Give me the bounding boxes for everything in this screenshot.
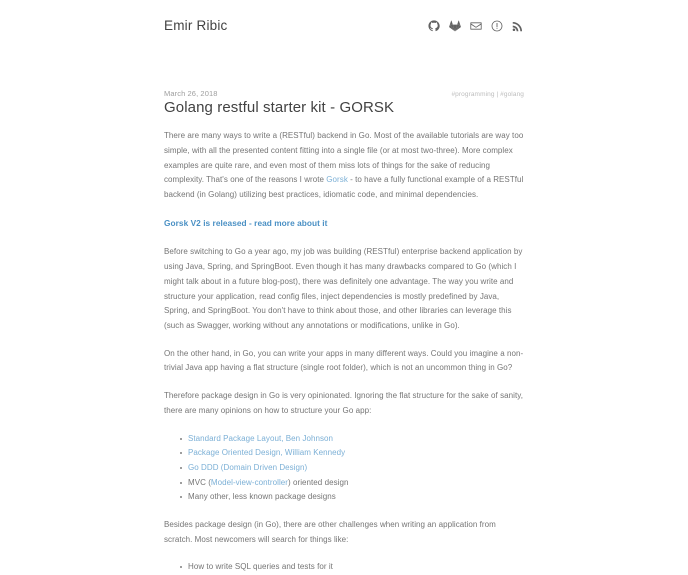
site-header [164, 0, 524, 33]
mail-icon[interactable] [469, 19, 482, 32]
page-title: Golang restful starter kit - GORSK [164, 99, 524, 118]
link-model-view-controller[interactable]: Model-view-controller [211, 478, 288, 487]
paragraph-package-design: Therefore package design in Go is very opinionated. Ignoring the flat structure for the sake of sanity, there are many opinions on how to structure your Go app: [164, 389, 524, 418]
github-icon[interactable] [427, 19, 440, 32]
site-title: Emir Ribic [164, 19, 228, 33]
list-item [180, 476, 524, 491]
link-package-oriented-design[interactable]: Package Oriented Design, William Kennedy [188, 448, 345, 457]
post-date: March 26, 2018 [164, 89, 218, 98]
list-item [180, 461, 524, 476]
post-meta [164, 89, 524, 98]
package-design-list [164, 432, 524, 506]
link-standard-package-layout[interactable]: Standard Package Layout, Ben Johnson [188, 434, 333, 443]
challenges-list [164, 560, 524, 575]
list-item [180, 446, 524, 461]
gitlab-icon[interactable] [448, 19, 461, 32]
gorsk-v2-link[interactable]: Gorsk V2 is released - read more about it [164, 218, 327, 228]
paragraph-intro-text-b: - to have a fully functional example of a RESTful backend (in Golang) utilizing best practices, idiomatic code, and minimal dependencies. [164, 175, 523, 199]
paragraph-other-challenges: Besides package design (in Go), there are other challenges when writing an application from scratch. Most newcomers will search for things like: [164, 518, 524, 547]
list-item [180, 432, 524, 447]
gorsk-link[interactable]: Gorsk [326, 175, 348, 184]
paragraph-java-background: Before switching to Go a year ago, my job was building (RESTful) enterprise backend application by using Java, Spring, and SpringBoot. Even though it has many drawbacks compared to Go (which I might talk about in a future blog-post), there was definitely one advantage. The way you write and structure your application, read config files, inject dependencies is mostly predefined by Java, Spring, and SpringBoot. You don't have to think about those, and other libraries can leverage this (such as Swagger, working without any annotations or modifications, unlike in Go). [164, 245, 524, 333]
paragraph-intro-text-a: There are many ways to write a (RESTful) backend in Go. Most of the available tutorials are way too simple, with all the presented content fitting into a single file (or at most two-three). More complex examples are quite rare, and even most of them miss lots of things for the sake of reducing complexity. That's one of the reasons I wrote [164, 131, 523, 184]
rss-icon[interactable] [511, 19, 524, 32]
gorsk-v2-callout [164, 216, 524, 231]
post-article [164, 33, 524, 575]
mvc-prefix: MVC ( [188, 478, 211, 487]
info-circle-icon[interactable] [490, 19, 503, 32]
post-body [164, 129, 524, 575]
list-item [180, 560, 524, 575]
post-tags: #programming | #golang [451, 91, 524, 98]
paragraph-go-flexibility: On the other hand, in Go, you can write your apps in many different ways. Could you imagine a non-trivial Java app having a flat structure (single root folder), which is not an uncommon thing in Go? [164, 347, 524, 376]
other-designs-text: Many other, less known package designs [188, 492, 336, 501]
link-go-ddd[interactable]: Go DDD (Domain Driven Design) [188, 463, 307, 472]
challenge-sql-queries: How to write SQL queries and tests for it [188, 562, 333, 571]
social-links [427, 19, 524, 32]
mvc-suffix: ) oriented design [288, 478, 348, 487]
list-item [180, 490, 524, 505]
paragraph-intro [164, 129, 524, 203]
